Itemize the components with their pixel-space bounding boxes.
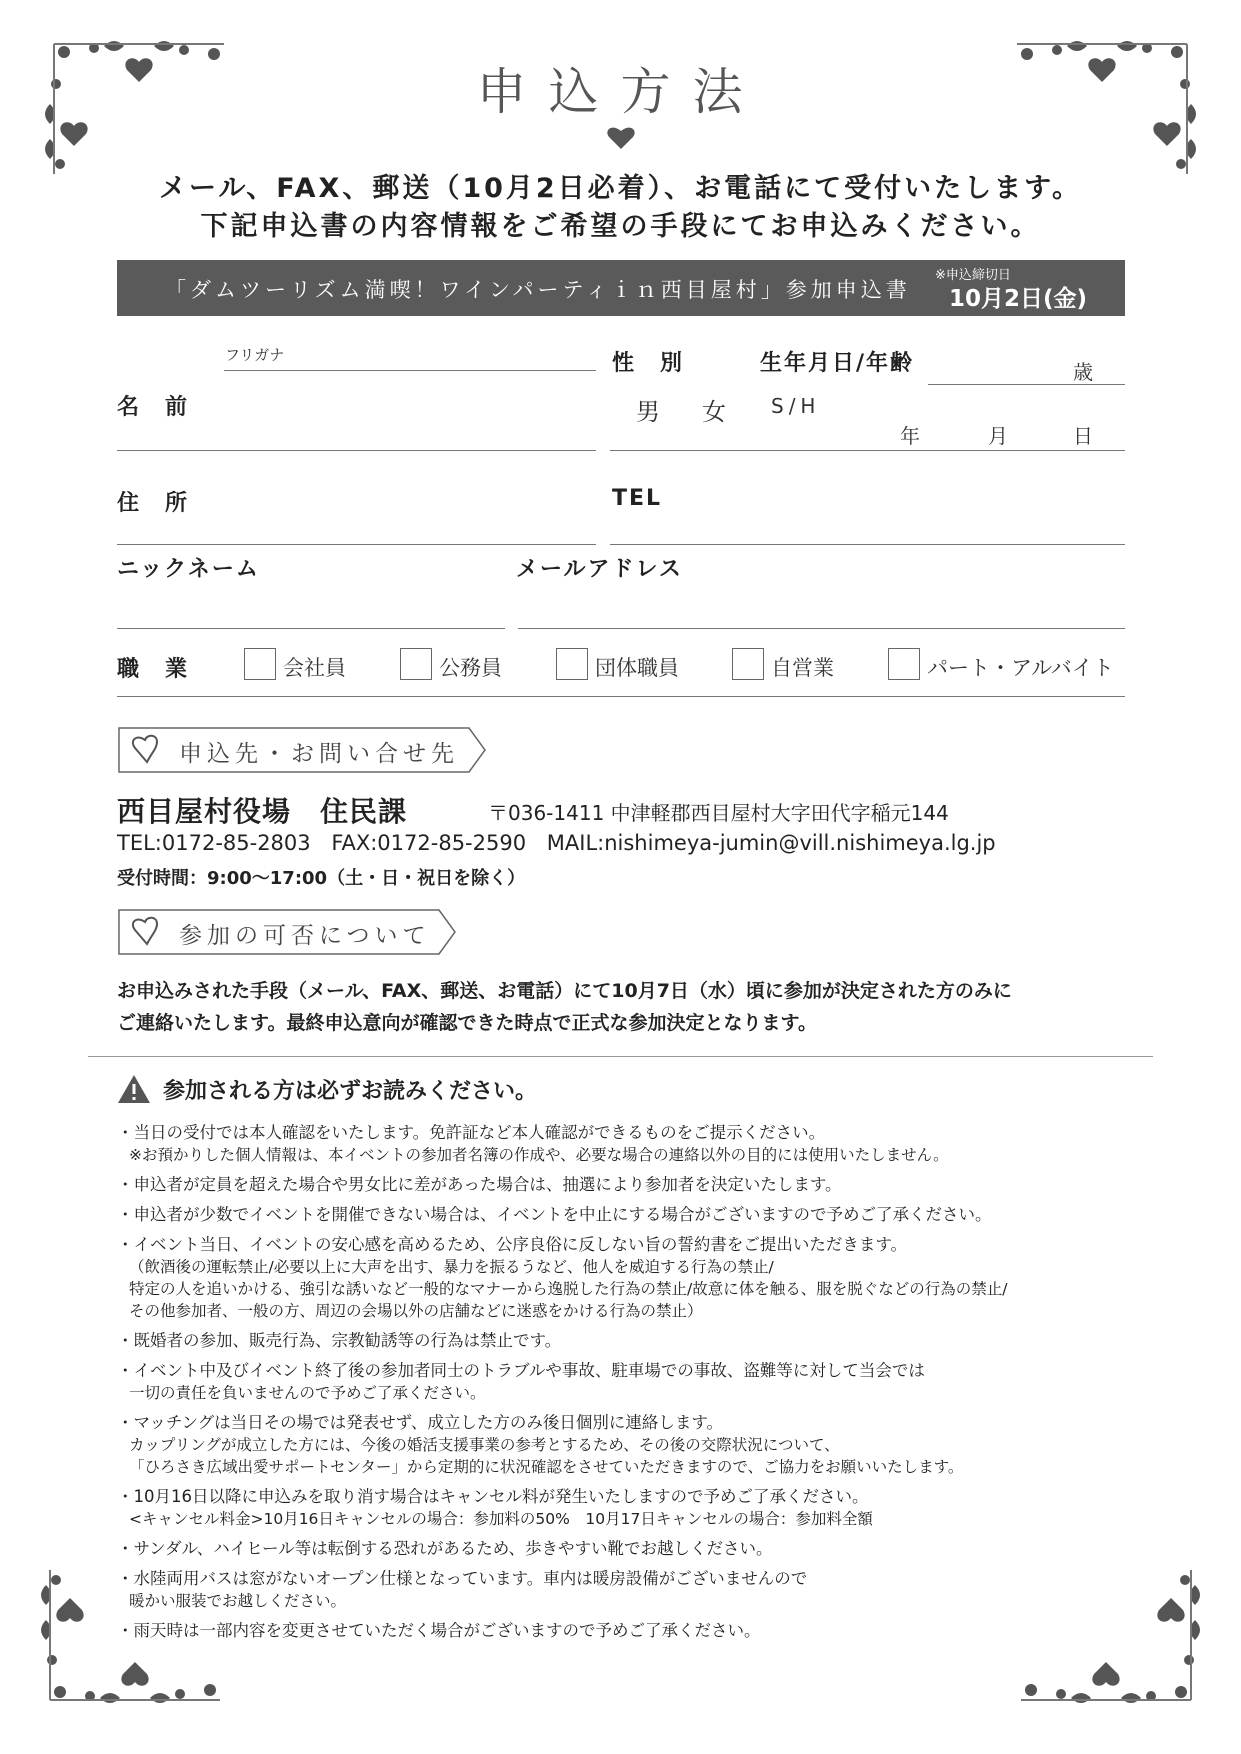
deadline-note: ※申込締切日 — [935, 268, 1011, 283]
contact-mail[interactable]: MAIL:nishimeya-jumin@vill.nishimeya.lg.jp — [546, 831, 996, 855]
page-title: 申込方法 — [476, 63, 765, 121]
office-hours: 受付時間：9:00〜17:00（土・日・祝日を除く） — [117, 868, 526, 889]
notice-item-text: ・イベント中及びイベント終了後の参加者同士のトラブルや事故、駐車場での事故、盗難等に対して当会では — [117, 1361, 925, 1380]
warning-icon — [117, 1074, 151, 1104]
day-unit: 日 — [1073, 424, 1093, 448]
contact-tel: TEL:0172-85-2803 — [117, 831, 311, 855]
notice-item — [117, 1234, 1137, 1322]
address-label: 住 所 — [117, 491, 190, 516]
occupation-checkbox-civil-servant[interactable] — [400, 648, 432, 680]
occupation-option-label: 会社員 — [283, 656, 346, 680]
notice-item-subtext: 一切の責任を負いませんので予めご了承ください。 — [129, 1384, 486, 1402]
contact-line — [117, 831, 996, 855]
heart-icon — [607, 126, 635, 150]
deadline-date: 10月2日(金) — [949, 286, 1088, 312]
gender-female-option[interactable]: 女 — [702, 398, 726, 426]
era-label: S/H — [771, 394, 821, 418]
notice-item-text: ・イベント当日、イベントの安心感を高めるため、公序良俗に反しない旨の誓約書をご提出いただきます。 — [117, 1235, 908, 1254]
notice-item-text: ・雨天時は一部内容を変更させていただく場合がございますので予めご了承ください。 — [117, 1621, 761, 1640]
form-banner — [117, 260, 1125, 316]
divider — [117, 696, 1125, 697]
furigana-label: フリガナ — [225, 346, 285, 364]
notice-item-subtext: 「ひろさき広域出愛サポートセンター」から定期的に状況確認をさせていただきますので、ご協力をお願いいたします。 — [129, 1458, 964, 1476]
birthdate-age-label: 生年月日/年齢 — [760, 351, 915, 376]
occupation-option-label: 団体職員 — [595, 656, 679, 680]
notice-item — [117, 1538, 1137, 1560]
nickname-label: ニックネーム — [117, 557, 260, 582]
notice-list — [117, 1122, 1137, 1650]
name-input[interactable] — [117, 450, 596, 451]
lead-line-2: 下記申込書の内容情報をご希望の手段にてお申込みください。 — [200, 211, 1041, 242]
office-address: 〒036-1411 中津軽郡西目屋村大字田代字稲元144 — [488, 801, 949, 825]
birthdate-input[interactable] — [610, 450, 1125, 451]
age-unit: 歳 — [1073, 360, 1093, 384]
age-input[interactable] — [928, 384, 1125, 385]
lead-line-1: メール、FAX、郵送（10月2日必着）、お電話にて受付いたします。 — [158, 173, 1083, 204]
notice-item-text: ・マッチングは当日その場では発表せず、成立した方のみ後日個別に連絡します。 — [117, 1413, 724, 1432]
office-name: 西目屋村役場 住民課 — [117, 795, 408, 828]
section-divider — [88, 1056, 1153, 1057]
notice-item — [117, 1412, 1137, 1478]
notice-item-subtext: （飲酒後の運転禁止/必要以上に大声を出す、暴力を振るうなど、他人を威迫する行為の禁止/ — [129, 1258, 774, 1276]
tel-label: TEL — [612, 486, 663, 511]
address-input[interactable] — [117, 544, 596, 545]
occupation-checkbox-company[interactable] — [244, 648, 276, 680]
gender-label: 性 別 — [612, 351, 685, 376]
notice-item-text: ・当日の受付では本人確認をいたします。免許証など本人確認ができるものをご提示ください。 — [117, 1123, 826, 1142]
notice-item — [117, 1174, 1137, 1196]
notice-item-subtext: 暖かい服装でお越しください。 — [129, 1592, 347, 1610]
notice-item-text: ・10月16日以降に申込みを取り消す場合はキャンセル料が発生いたしますので予めご了承ください。 — [117, 1487, 869, 1506]
occupation-label: 職 業 — [117, 657, 190, 682]
email-input[interactable] — [518, 628, 1125, 629]
occupation-checkbox-organization[interactable] — [556, 648, 588, 680]
notice-item — [117, 1204, 1137, 1226]
notice-item-subtext: その他参加者、一般の方、周辺の会場以外の店舗などに迷惑をかける行為の禁止） — [129, 1302, 703, 1320]
notice-item — [117, 1360, 1137, 1404]
notice-item-text: ・既婚者の参加、販売行為、宗教勧誘等の行為は禁止です。 — [117, 1331, 562, 1350]
participation-text-1: お申込みされた手段（メール、FAX、郵送、お電話）にて10月7日（水）頃に参加が決定された方のみに — [117, 980, 1012, 1002]
notice-item — [117, 1568, 1137, 1612]
email-label: メールアドレス — [516, 557, 683, 582]
notice-item-subtext: ※お預かりした個人情報は、本イベントの参加者名簿の作成や、必要な場合の連絡以外の目的には使用いたしません。 — [129, 1146, 949, 1164]
occupation-option-label: 公務員 — [439, 656, 502, 680]
notice-item-subtext: 特定の人を追いかける、強引な誘いなど一般的なマナーから逸脱した行為の禁止/故意に体を触る、服を脱ぐなどの行為の禁止/ — [129, 1280, 1008, 1298]
nickname-input[interactable] — [117, 628, 505, 629]
participation-text-2: ご連絡いたします。最終申込意向が確認できた時点で正式な参加決定となります。 — [117, 1012, 817, 1034]
notice-item — [117, 1122, 1137, 1166]
notice-title: 参加される方は必ずお読みください。 — [163, 1079, 538, 1104]
furigana-input[interactable] — [224, 370, 596, 371]
notice-item-text: ・水陸両用バスは窓がないオープン仕様となっています。車内は暖房設備がございませんので — [117, 1569, 808, 1588]
gender-male-option[interactable]: 男 — [636, 398, 660, 426]
form-title: 「ダムツーリズム満喫！ワインパーティｉｎ西目屋村」参加申込書 — [165, 278, 911, 302]
notice-item-subtext: カップリングが成立した方には、今後の婚活支援事業の参考とするため、その後の交際状況について、 — [129, 1436, 840, 1454]
notice-item — [117, 1330, 1137, 1352]
month-unit: 月 — [988, 424, 1008, 448]
occupation-option-label: 自営業 — [771, 656, 834, 680]
name-label: 名 前 — [117, 395, 190, 420]
occupation-checkbox-self-employed[interactable] — [732, 648, 764, 680]
participation-tag-label: 参加の可否について — [179, 923, 431, 949]
tel-input[interactable] — [610, 544, 1125, 545]
contact-fax: FAX:0172-85-2590 — [331, 831, 527, 855]
notice-item-text: ・申込者が少数でイベントを開催できない場合は、イベントを中止にする場合がございますので予めご了承ください。 — [117, 1205, 992, 1224]
contact-tag-label: 申込先・お問い合せ先 — [179, 741, 459, 767]
occupation-checkbox-part-time[interactable] — [888, 648, 920, 680]
notice-item-text: ・サンダル、ハイヒール等は転倒する恐れがあるため、歩きやすい靴でお越しください。 — [117, 1539, 773, 1558]
year-unit: 年 — [900, 424, 920, 448]
notice-item — [117, 1620, 1137, 1642]
notice-item — [117, 1486, 1137, 1530]
occupation-option-label: パート・アルバイト — [927, 656, 1114, 680]
notice-item-text: ・申込者が定員を超えた場合や男女比に差があった場合は、抽選により参加者を決定いたします。 — [117, 1175, 842, 1194]
notice-item-subtext: <キャンセル料金>10月16日キャンセルの場合：参加料の50% 10月17日キャンセルの場合：参加料全額 — [129, 1510, 873, 1528]
contact-section-tag — [117, 726, 487, 774]
participation-section-tag — [117, 908, 487, 956]
